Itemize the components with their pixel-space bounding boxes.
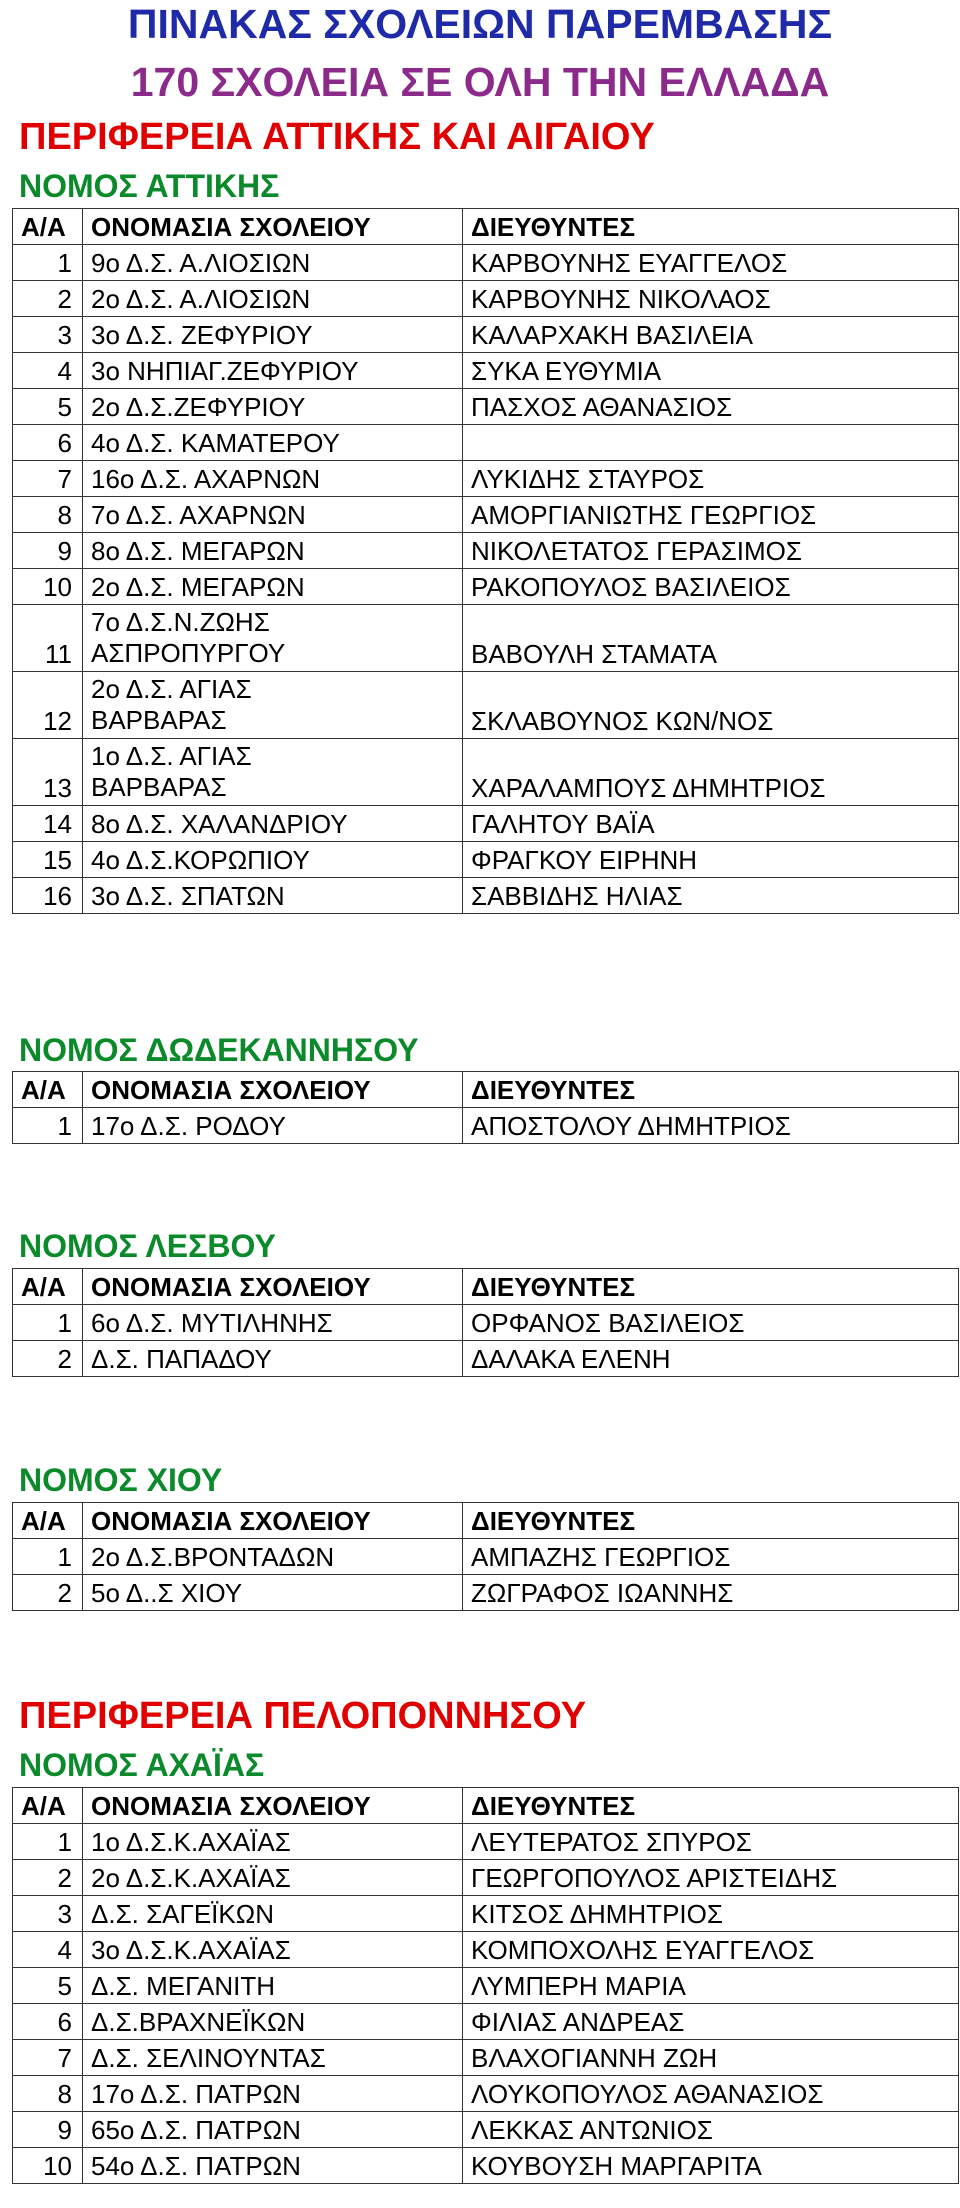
school-name: 7ο Δ.Σ. ΑΧΑΡΝΩΝ [83, 497, 463, 533]
row-number: 1 [13, 245, 83, 281]
table-header-row [13, 1503, 959, 1539]
page-title: ΠΙΝΑΚΑΣ ΣΧΟΛΕΙΩΝ ΠΑΡΕΜΒΑΣΗΣ [127, 1, 833, 47]
school-name: Δ.Σ.ΒΡΑΧΝΕΪΚΩΝ [83, 2004, 463, 2040]
table-header-row [13, 1269, 959, 1305]
row-number: 2 [13, 1860, 83, 1896]
row-number: 11 [13, 605, 83, 672]
school-name [83, 672, 463, 739]
school-name: 3ο Δ.Σ. ΖΕΦΥΡΙΟΥ [83, 317, 463, 353]
school-name-line2: ΑΣΠΡΟΠΥΡΓΟΥ [91, 638, 286, 668]
row-number: 10 [13, 2148, 83, 2184]
row-number: 5 [13, 1968, 83, 2004]
school-name-line1: 1ο Δ.Σ. ΑΓΙΑΣ [91, 741, 252, 771]
header-aa: Α/Α [13, 1072, 83, 1108]
school-name: 17ο Δ.Σ. ΡΟΔΟΥ [83, 1108, 463, 1144]
director-name: ΒΛΑΧΟΓΙΑΝΝΗ ΖΩΗ [463, 2040, 959, 2076]
director-name: ΚΑΛΑΡΧΑΚΗ ΒΑΣΙΛΕΙΑ [463, 317, 959, 353]
director-name: ΣΚΛΑΒΟΥΝΟΣ ΚΩΝ/ΝΟΣ [463, 672, 959, 739]
row-number: 6 [13, 2004, 83, 2040]
row-number: 4 [13, 1932, 83, 1968]
row-number: 1 [13, 1108, 83, 1144]
table-row [13, 569, 959, 605]
nomos-heading-lesvos: ΝΟΜΟΣ ΛΕΣΒΟΥ [19, 1228, 276, 1264]
table-row [13, 461, 959, 497]
row-number: 6 [13, 425, 83, 461]
director-name: ΛΥΚΙΔΗΣ ΣΤΑΥΡΟΣ [463, 461, 959, 497]
table-row [13, 1575, 959, 1611]
page-subtitle: 170 ΣΧΟΛΕΙΑ ΣΕ ΟΛΗ ΤΗΝ ΕΛΛΑΔΑ [130, 59, 830, 105]
header-director: ΔΙΕΥΘΥΝΤΕΣ [463, 1072, 959, 1108]
director-name: ΚΑΡΒΟΥΝΗΣ ΕΥΑΓΓΕΛΟΣ [463, 245, 959, 281]
school-name: Δ.Σ. ΣΕΛΙΝΟΥΝΤΑΣ [83, 2040, 463, 2076]
header-school: ΟΝΟΜΑΣΙΑ ΣΧΟΛΕΙΟΥ [83, 1503, 463, 1539]
director-name: ΑΠΟΣΤΟΛΟΥ ΔΗΜΗΤΡΙΟΣ [463, 1108, 959, 1144]
table-row [13, 389, 959, 425]
schools-table-achaia [12, 1787, 959, 2184]
table-row [13, 1896, 959, 1932]
row-number: 16 [13, 878, 83, 914]
region-heading-peloponnese: ΠΕΡΙΦΕΡΕΙΑ ΠΕΛΟΠΟΝΝΗΣΟΥ [19, 1695, 587, 1737]
table-row [13, 1108, 959, 1144]
director-name [463, 425, 959, 461]
school-name: 54ο Δ.Σ. ΠΑΤΡΩΝ [83, 2148, 463, 2184]
school-name: 16ο Δ.Σ. ΑΧΑΡΝΩΝ [83, 461, 463, 497]
header-aa: Α/Α [13, 1503, 83, 1539]
school-name: 3ο Δ.Σ.Κ.ΑΧΑΪΑΣ [83, 1932, 463, 1968]
nomos-heading-attica: ΝΟΜΟΣ ΑΤΤΙΚΗΣ [19, 168, 280, 204]
row-number: 9 [13, 533, 83, 569]
director-name: ΧΑΡΑΛΑΜΠΟΥΣ ΔΗΜΗΤΡΙΟΣ [463, 739, 959, 806]
row-number: 12 [13, 672, 83, 739]
header-director: ΔΙΕΥΘΥΝΤΕΣ [463, 1269, 959, 1305]
table-row [13, 1824, 959, 1860]
director-name: ΓΑΛΗΤΟΥ ΒΑΪΑ [463, 806, 959, 842]
director-name: ΛΟΥΚΟΠΟΥΛΟΣ ΑΘΑΝΑΣΙΟΣ [463, 2076, 959, 2112]
header-aa: Α/Α [13, 1788, 83, 1824]
row-number: 7 [13, 461, 83, 497]
director-name: ΚΟΥΒΟΥΣΗ ΜΑΡΓΑΡΙΤΑ [463, 2148, 959, 2184]
director-name: ΚΟΜΠΟΧΟΛΗΣ ΕΥΑΓΓΕΛΟΣ [463, 1932, 959, 1968]
table-row [13, 1860, 959, 1896]
director-name: ΖΩΓΡΑΦΟΣ ΙΩΑΝΝΗΣ [463, 1575, 959, 1611]
school-name-line1: 7ο Δ.Σ.Ν.ΖΩΗΣ [91, 607, 270, 637]
school-name: Δ.Σ. ΣΑΓΕΪΚΩΝ [83, 1896, 463, 1932]
header-director: ΔΙΕΥΘΥΝΤΕΣ [463, 1503, 959, 1539]
header-school: ΟΝΟΜΑΣΙΑ ΣΧΟΛΕΙΟΥ [83, 1788, 463, 1824]
director-name: ΟΡΦΑΝΟΣ ΒΑΣΙΛΕΙΟΣ [463, 1305, 959, 1341]
school-name: 5ο Δ..Σ ΧΙΟΥ [83, 1575, 463, 1611]
table-header-row [13, 209, 959, 245]
director-name: ΛΕΥΤΕΡΑΤΟΣ ΣΠΥΡΟΣ [463, 1824, 959, 1860]
director-name: ΝΙΚΟΛΕΤΑΤΟΣ ΓΕΡΑΣΙΜΟΣ [463, 533, 959, 569]
nomos-heading-chios: ΝΟΜΟΣ ΧΙΟΥ [19, 1462, 223, 1498]
table-row [13, 317, 959, 353]
row-number: 3 [13, 1896, 83, 1932]
row-number: 9 [13, 2112, 83, 2148]
row-number: 15 [13, 842, 83, 878]
header-director: ΔΙΕΥΘΥΝΤΕΣ [463, 1788, 959, 1824]
school-name: 2ο Δ.Σ. Α.ΛΙΟΣΙΩΝ [83, 281, 463, 317]
director-name: ΑΜΟΡΓΙΑΝΙΩΤΗΣ ΓΕΩΡΓΙΟΣ [463, 497, 959, 533]
table-row [13, 1932, 959, 1968]
table-row [13, 842, 959, 878]
table-row [13, 2112, 959, 2148]
school-name [83, 739, 463, 806]
school-name-line2: ΒΑΡΒΑΡΑΣ [91, 705, 227, 735]
director-name: ΚΙΤΣΟΣ ΔΗΜΗΤΡΙΟΣ [463, 1896, 959, 1932]
director-name: ΚΑΡΒΟΥΝΗΣ ΝΙΚΟΛΑΟΣ [463, 281, 959, 317]
nomos-heading-achaia: ΝΟΜΟΣ ΑΧΑΪΑΣ [19, 1747, 265, 1783]
row-number: 1 [13, 1824, 83, 1860]
schools-table-lesvos [12, 1268, 959, 1377]
director-name: ΑΜΠΑΖΗΣ ΓΕΩΡΓΙΟΣ [463, 1539, 959, 1575]
school-name: 2ο Δ.Σ.Κ.ΑΧΑΪΑΣ [83, 1860, 463, 1896]
school-name: 8ο Δ.Σ. ΜΕΓΑΡΩΝ [83, 533, 463, 569]
table-row [13, 1539, 959, 1575]
school-name: 65ο Δ.Σ. ΠΑΤΡΩΝ [83, 2112, 463, 2148]
director-name: ΣΑΒΒΙΔΗΣ ΗΛΙΑΣ [463, 878, 959, 914]
row-number: 2 [13, 1575, 83, 1611]
director-name: ΒΑΒΟΥΛΗ ΣΤΑΜΑΤΑ [463, 605, 959, 672]
table-row [13, 739, 959, 806]
table-row [13, 1341, 959, 1377]
header-school: ΟΝΟΜΑΣΙΑ ΣΧΟΛΕΙΟΥ [83, 1269, 463, 1305]
school-name [83, 605, 463, 672]
school-name-line2: ΒΑΡΒΑΡΑΣ [91, 772, 227, 802]
director-name: ΛΕΚΚΑΣ ΑΝΤΩΝΙΟΣ [463, 2112, 959, 2148]
director-name: ΔΑΛΑΚΑ ΕΛΕΝΗ [463, 1341, 959, 1377]
director-name: ΣΥΚΑ ΕΥΘΥΜΙΑ [463, 353, 959, 389]
table-row [13, 2004, 959, 2040]
school-name-line1: 2ο Δ.Σ. ΑΓΙΑΣ [91, 674, 252, 704]
row-number: 10 [13, 569, 83, 605]
row-number: 1 [13, 1305, 83, 1341]
row-number: 4 [13, 353, 83, 389]
row-number: 8 [13, 497, 83, 533]
director-name: ΦΡΑΓΚΟΥ ΕΙΡΗΝΗ [463, 842, 959, 878]
director-name: ΛΥΜΠΕΡΗ ΜΑΡΙΑ [463, 1968, 959, 2004]
row-number: 3 [13, 317, 83, 353]
table-row [13, 806, 959, 842]
row-number: 7 [13, 2040, 83, 2076]
row-number: 13 [13, 739, 83, 806]
row-number: 5 [13, 389, 83, 425]
region-heading-attica-aegean: ΠΕΡΙΦΕΡΕΙΑ ΑΤΤΙΚΗΣ ΚΑΙ ΑΙΓΑΙΟΥ [19, 116, 655, 158]
table-row [13, 2040, 959, 2076]
header-director: ΔΙΕΥΘΥΝΤΕΣ [463, 209, 959, 245]
school-name: Δ.Σ. ΠΑΠΑΔΟΥ [83, 1341, 463, 1377]
table-row [13, 245, 959, 281]
school-name: 6ο Δ.Σ. ΜΥΤΙΛΗΝΗΣ [83, 1305, 463, 1341]
director-name: ΦΙΛΙΑΣ ΑΝΔΡΕΑΣ [463, 2004, 959, 2040]
table-header-row [13, 1072, 959, 1108]
table-row [13, 605, 959, 672]
table-row [13, 281, 959, 317]
school-name: Δ.Σ. ΜΕΓΑΝΙΤΗ [83, 1968, 463, 2004]
table-row [13, 2148, 959, 2184]
table-row [13, 878, 959, 914]
table-row [13, 533, 959, 569]
school-name: 9ο Δ.Σ. Α.ΛΙΟΣΙΩΝ [83, 245, 463, 281]
row-number: 2 [13, 1341, 83, 1377]
table-header-row [13, 1788, 959, 1824]
table-row [13, 425, 959, 461]
row-number: 2 [13, 281, 83, 317]
row-number: 14 [13, 806, 83, 842]
school-name: 2ο Δ.Σ. ΜΕΓΑΡΩΝ [83, 569, 463, 605]
school-name: 4ο Δ.Σ.ΚΟΡΩΠΙΟΥ [83, 842, 463, 878]
school-name: 4ο Δ.Σ. ΚΑΜΑΤΕΡΟΥ [83, 425, 463, 461]
nomos-heading-dodecanese: ΝΟΜΟΣ ΔΩΔΕΚΑΝΝΗΣΟΥ [19, 1032, 419, 1068]
school-name: 8ο Δ.Σ. ΧΑΛΑΝΔΡΙΟΥ [83, 806, 463, 842]
school-name: 3ο Δ.Σ. ΣΠΑΤΩΝ [83, 878, 463, 914]
director-name: ΡΑΚΟΠΟΥΛΟΣ ΒΑΣΙΛΕΙΟΣ [463, 569, 959, 605]
school-name: 17ο Δ.Σ. ΠΑΤΡΩΝ [83, 2076, 463, 2112]
schools-table-dodecanese [12, 1071, 959, 1144]
header-school: ΟΝΟΜΑΣΙΑ ΣΧΟΛΕΙΟΥ [83, 1072, 463, 1108]
row-number: 1 [13, 1539, 83, 1575]
table-row [13, 497, 959, 533]
header-school: ΟΝΟΜΑΣΙΑ ΣΧΟΛΕΙΟΥ [83, 209, 463, 245]
school-name: 2ο Δ.Σ.ΒΡΟΝΤΑΔΩΝ [83, 1539, 463, 1575]
table-row [13, 1305, 959, 1341]
row-number: 8 [13, 2076, 83, 2112]
table-row [13, 353, 959, 389]
table-row [13, 1968, 959, 2004]
director-name: ΓΕΩΡΓΟΠΟΥΛΟΣ ΑΡΙΣΤΕΙΔΗΣ [463, 1860, 959, 1896]
schools-table-attica [12, 208, 959, 914]
header-aa: Α/Α [13, 1269, 83, 1305]
school-name: 3ο ΝΗΠΙΑΓ.ΖΕΦΥΡΙΟΥ [83, 353, 463, 389]
table-row [13, 672, 959, 739]
table-row [13, 2076, 959, 2112]
schools-table-chios [12, 1502, 959, 1611]
school-name: 2ο Δ.Σ.ΖΕΦΥΡΙΟΥ [83, 389, 463, 425]
school-name: 1ο Δ.Σ.Κ.ΑΧΑΪΑΣ [83, 1824, 463, 1860]
director-name: ΠΑΣΧΟΣ ΑΘΑΝΑΣΙΟΣ [463, 389, 959, 425]
header-aa: Α/Α [13, 209, 83, 245]
